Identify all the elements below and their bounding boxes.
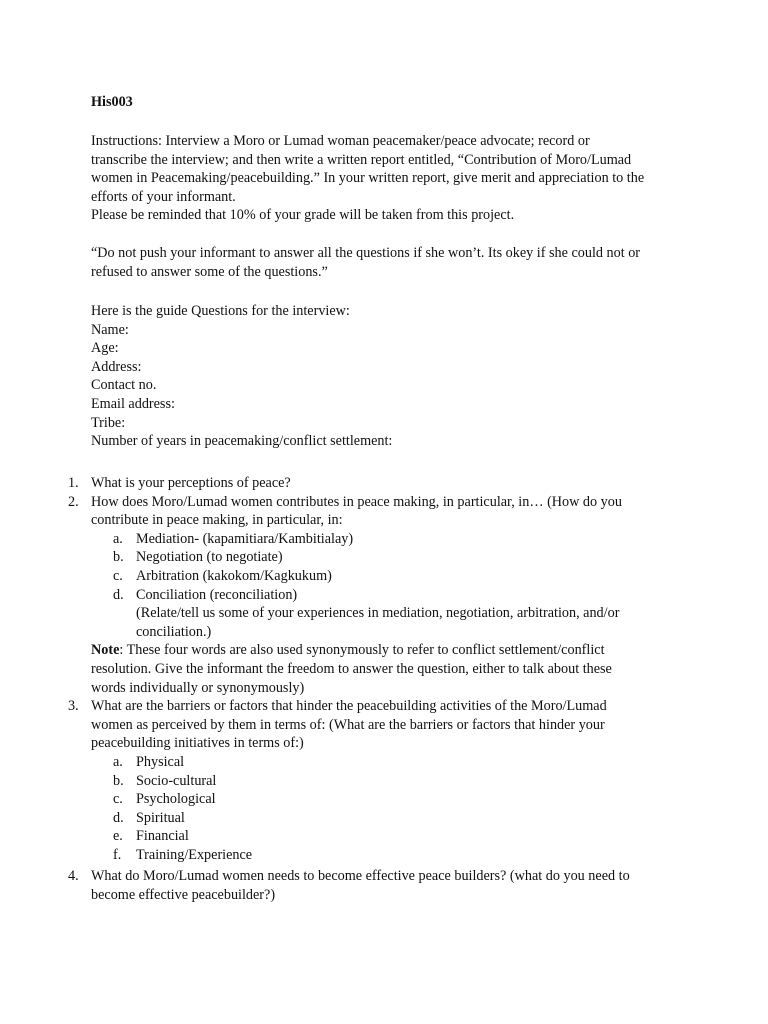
subitem-text: Psychological [136,791,216,808]
note-line: words individually or synonymously) [91,679,305,696]
subitem-letter: c. [113,568,123,584]
subitem-text: Negotiation (to negotiate) [136,549,283,566]
question-text: women as perceived by them in terms of: (What are the barriers or factors that hinder your [91,716,605,733]
subitem-letter: d. [113,586,124,603]
instructions-line: women in Peacemaking/peacebuilding.” In your written report, give merit and appreciation to the [91,170,645,187]
course-code: His003 [91,94,133,110]
question-text: What are the barriers or factors that hinder the peacebuilding activities of the Moro/Lumad [91,698,607,715]
subitem-letter: b. [113,772,124,789]
note-line: resolution. Give the informant the freedom to answer the question, either to talk about these [91,661,612,677]
question-text: contribute in peace making, in particular, in: [91,512,343,529]
quote-line: refused to answer some of the questions.” [91,263,328,280]
subitem-letter: f. [113,847,122,863]
subitem-letter: a. [113,530,123,547]
question-text: What is your perceptions of peace? [91,475,291,491]
question-number: 1. [68,475,79,491]
subitem-text: Mediation- (kapamitiara/Kambitialay) [136,530,354,547]
quote-line: “Do not push your informant to answer all the questions if she won’t. Its okey if she could not or [91,245,641,261]
question-text: What do Moro/Lumad women needs to become effective peace builders? (what do you need to [91,868,630,884]
subitem-letter: e. [113,828,123,845]
subitem-text: Training/Experience [136,847,253,863]
subitem-text: Socio-cultural [136,772,217,789]
field-tribe: Tribe: [91,414,126,431]
instructions-line: Instructions: Interview a Moro or Lumad woman peacemaker/peace advocate; record or [91,133,590,149]
field-contact: Contact no. [91,377,157,394]
question-number: 2. [68,493,79,510]
subitem-letter: d. [113,809,124,826]
question-text: peacebuilding initiatives in terms of:) [91,735,304,752]
subitem-text: Spiritual [136,809,185,826]
field-address: Address: [91,358,142,375]
subitem-letter: b. [113,549,124,566]
subitem-letter: a. [113,754,123,770]
subitem-letter: c. [113,791,123,808]
question-text: How does Moro/Lumad women contributes in peace making, in particular, in… (How do you [91,493,622,510]
guide-intro: Here is the guide Questions for the interview: [91,303,350,319]
grade-reminder: Please be reminded that 10% of your grade will be taken from this project. [91,207,515,224]
field-email: Email address: [91,396,175,412]
field-age: Age: [91,340,119,357]
subitem-text: Physical [136,754,185,770]
field-name: Name: [91,321,129,338]
field-years: Number of years in peacemaking/conflict settlement: [91,433,393,450]
subitem-text: Financial [136,828,189,845]
instructions-line: efforts of your informant. [91,188,236,205]
instructions-line: transcribe the interview; and then write a written report entitled, “Contribution of Moro/Lumad [91,151,632,168]
subitem-text: Conciliation (reconciliation) [136,586,298,603]
question-text: become effective peacebuilder?) [91,886,276,903]
question-number: 3. [68,698,79,715]
relate-instruction: conciliation.) [136,623,212,640]
subitem-text: Arbitration (kakokom/Kagkukum) [136,568,332,584]
note-label: Note [91,642,120,659]
relate-instruction: (Relate/tell us some of your experiences in mediation, negotiation, arbitration, and/or [136,605,620,622]
note-text: : These four words are also used synonymously to refer to conflict settlement/conflict [119,642,605,659]
note-line [91,641,605,660]
question-number: 4. [68,868,79,884]
